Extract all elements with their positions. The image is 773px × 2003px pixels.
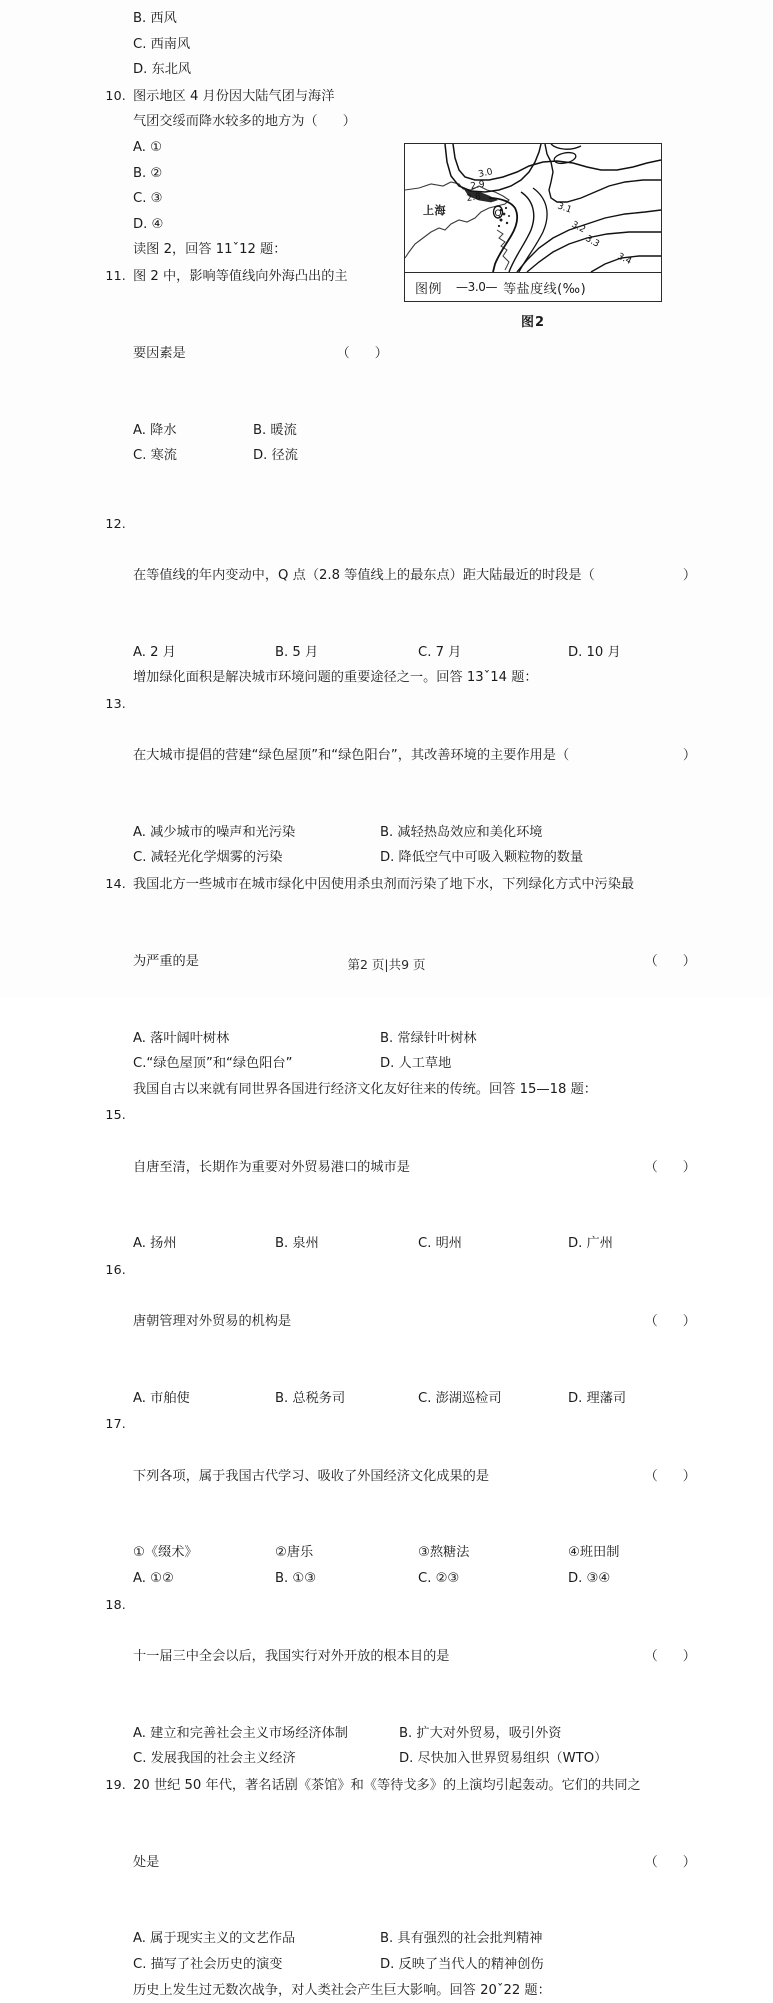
question-14-stem-line1: [96, 871, 696, 898]
question-18-options-row1: [96, 1721, 696, 1747]
contour-label-3.2: 3.2: [569, 219, 587, 236]
island-dot: [498, 225, 500, 227]
map-legend: [404, 272, 662, 302]
question-11-options-row1: [96, 418, 696, 444]
option-text: D. 东北风: [133, 62, 192, 78]
question-19-stem-line2: [96, 1798, 696, 1926]
lead-in-15-18: [96, 1077, 696, 1103]
stem-text: 图示地区 4 月份因大陆气团与海洋: [133, 88, 335, 104]
option-text: D. 降低空气中可吸入颗粒物的数量: [380, 850, 584, 866]
question-14-options-row2: [96, 1051, 696, 1077]
option-text: B. 西风: [133, 11, 177, 26]
option-text: C. 减轻光化学烟雾的污染: [133, 850, 283, 866]
option-text: D. 反映了当代人的精神创伤: [380, 1956, 544, 1972]
contour-3.1: [545, 144, 661, 202]
answer-parenthesis[interactable]: （ ）: [644, 1648, 696, 1664]
stem-text: 图 2 中，影响等值线向外海凸出的主: [133, 268, 348, 284]
lead-in-text: 我国自古以来就有同世界各国进行经济文化友好往来的传统。回答 15—18 题：: [133, 1081, 597, 1097]
legend-description: 等盐度线(‰): [503, 281, 587, 297]
stem-text: 下列各项，属于我国古代学习、吸收了外国经济文化成果的是: [133, 1468, 490, 1484]
question-17-items: [96, 1540, 696, 1566]
question-10-stem-line1: [96, 83, 696, 110]
option-text: C. 西南风: [133, 36, 191, 52]
answer-parenthesis[interactable]: （ ）: [644, 1854, 696, 1870]
option-text: B. 泉州: [275, 1236, 319, 1252]
item-text: ④班田制: [568, 1545, 620, 1561]
item-text: ③熬糖法: [418, 1545, 470, 1561]
option-text: C. ③: [133, 191, 163, 207]
option-text: C. 明州: [418, 1236, 462, 1252]
option-text: D. ④: [133, 216, 164, 232]
lead-in-20-22: [96, 1978, 696, 2003]
legend-line-sample: —3.0—: [456, 280, 498, 294]
question-12-number: 12.: [105, 515, 126, 531]
stem-text: 处是: [133, 1854, 160, 1870]
contour-top-partial: [551, 144, 581, 149]
question-13-number: 13.: [105, 695, 126, 711]
option-text: D. 广州: [568, 1236, 613, 1252]
question-17-options: [96, 1566, 696, 1592]
contour-label-3.1: 3.1: [555, 201, 573, 216]
lead-in-13-14: [96, 665, 696, 691]
question-10-stem-line2: [96, 109, 696, 135]
island-dot: [506, 222, 508, 224]
question-11-number: 11.: [105, 267, 126, 283]
question-17-number: 17.: [105, 1416, 126, 1432]
option-text: C. 发展我国的社会主义经济: [133, 1751, 296, 1767]
contour-label-2.9: 2.9: [469, 179, 486, 192]
question-12-options: [96, 640, 696, 666]
option-text: B. 5 月: [275, 644, 319, 660]
answer-parenthesis[interactable]: （ ）: [336, 345, 388, 361]
option-text: D. 人工草地: [380, 1056, 452, 1072]
stem-text: 气团交绥而降水较多的地方为（ ）: [133, 114, 356, 130]
figure-clearance-spacer: [96, 469, 696, 511]
page-footer: 第2 页|共9 页: [347, 957, 426, 972]
question-9-option-c: [96, 32, 696, 58]
answer-parenthesis[interactable]: （ ）: [644, 1468, 696, 1484]
contour-label-3.3: 3.3: [583, 233, 601, 250]
stem-text: 自唐至清，长期作为重要对外贸易港口的城市是: [133, 1159, 410, 1175]
stem-text: 为严重的是: [133, 953, 199, 969]
stem-text: 在等值线的年内变动中，Q 点（2.8 等值线上的最东点）距大陆最近的时段是（: [133, 567, 595, 583]
question-11-options-row2: [96, 443, 696, 469]
option-text: C. 澎湖巡检司: [418, 1390, 502, 1406]
legend-title: 图例: [415, 281, 443, 297]
option-text: B. ①③: [275, 1571, 317, 1587]
lead-in-text: 读图 2，回答 11ˇ12 题：: [133, 242, 287, 258]
option-text: A. 属于现实主义的文艺作品: [133, 1931, 296, 1947]
option-text: C. 7 月: [418, 644, 462, 660]
option-text: D. ③④: [568, 1571, 611, 1587]
stem-text: 20 世纪 50 年代，著名话剧《茶馆》和《等待戈多》的上演均引起轰动。它们的共同之: [133, 1777, 641, 1793]
answer-parenthesis[interactable]: ）: [682, 748, 696, 764]
figure-2: [404, 143, 662, 330]
option-text: A. 扬州: [133, 1236, 177, 1252]
question-15-number: 15.: [105, 1107, 126, 1123]
question-16-stem: [96, 1257, 696, 1386]
option-text: A. 减少城市的噪声和光污染: [133, 824, 296, 840]
question-19-number: 19.: [105, 1776, 126, 1792]
figure-2-caption: 图2: [520, 315, 546, 330]
isohaline-map: [404, 143, 662, 272]
option-text: C. 寒流: [133, 448, 177, 464]
question-16-options: [96, 1386, 696, 1412]
coastline-path: [405, 179, 509, 258]
question-15-stem: [96, 1102, 696, 1231]
question-14-number: 14.: [105, 876, 126, 891]
option-text: B. 暖流: [253, 422, 297, 438]
option-text: A. 降水: [133, 422, 177, 438]
question-16-number: 16.: [105, 1261, 126, 1277]
option-text: A. 2 月: [133, 644, 176, 660]
stem-text: 唐朝管理对外贸易的机构是: [133, 1314, 292, 1330]
option-text: A. 建立和完善社会主义市场经济体制: [133, 1725, 348, 1741]
question-18-number: 18.: [105, 1596, 126, 1612]
option-text: D. 尽快加入世界贸易组织（WTO）: [399, 1751, 608, 1767]
q-point-label: Q: [494, 209, 502, 219]
question-13-stem: [96, 691, 696, 820]
option-text: B. 常绿针叶树林: [380, 1030, 477, 1046]
option-text: B. 总税务司: [275, 1390, 346, 1406]
option-text: B. 具有强烈的社会批判精神: [380, 1931, 543, 1947]
answer-parenthesis[interactable]: （ ）: [644, 1159, 696, 1175]
option-text: B. ②: [133, 165, 163, 181]
question-19-stem-line1: [96, 1772, 696, 1799]
question-10-number: 10.: [105, 87, 126, 103]
option-text: C. ②③: [418, 1571, 460, 1587]
option-text: D. 10 月: [568, 644, 621, 660]
question-9-option-d: [96, 57, 696, 83]
question-9-option-b: [96, 6, 696, 32]
option-text: A. 市舶使: [133, 1390, 190, 1406]
option-text: C. 描写了社会历史的演变: [133, 1956, 283, 1972]
question-13-options-row2: [96, 845, 696, 871]
answer-parenthesis[interactable]: （ ）: [644, 1314, 696, 1330]
answer-parenthesis[interactable]: （ ）: [644, 953, 696, 969]
stem-text: 要因素是: [133, 345, 186, 361]
option-text: D. 理藩司: [568, 1390, 627, 1406]
question-18-stem: [96, 1592, 696, 1721]
option-text: B. 减轻热岛效应和美化环境: [380, 824, 543, 840]
contour-2.8: [489, 198, 517, 272]
option-text: B. 扩大对外贸易，吸引外资: [399, 1725, 562, 1741]
option-text: A. ①②: [133, 1571, 174, 1587]
contour-label-3.0: 3.0: [477, 167, 494, 180]
item-text: ①《缀术》: [133, 1545, 198, 1561]
question-14-options-row1: [96, 1026, 696, 1052]
question-19-options-row1: [96, 1926, 696, 1952]
answer-parenthesis[interactable]: ）: [682, 567, 696, 583]
question-19-options-row2: [96, 1952, 696, 1978]
lead-in-text: 历史上发生过无数次战争，对人类社会产生巨大影响。回答 20ˇ22 题：: [133, 1982, 551, 1998]
question-18-options-row2: [96, 1746, 696, 1772]
option-text: A. ①: [133, 139, 162, 155]
lead-in-text: 增加绿化面积是解决城市环境问题的重要途径之一。回答 13ˇ14 题：: [133, 670, 538, 686]
item-text: ②唐乐: [275, 1545, 314, 1561]
option-text: D. 径流: [253, 448, 298, 464]
island-dot: [505, 207, 507, 209]
question-13-options-row1: [96, 820, 696, 846]
stem-text: 十一届三中全会以后，我国实行对外开放的根本目的是: [133, 1648, 450, 1664]
stem-text: 在大城市提倡的营建“绿色屋顶”和“绿色阳台”，其改善环境的主要作用是（: [133, 748, 570, 764]
contour-label-2.8: 2.8: [466, 192, 482, 204]
contour-label-3.4: 3.4: [615, 251, 633, 267]
stem-text: 我国北方一些城市在城市绿化中因使用杀虫剂而污染了地下水，下列绿化方式中污染最: [133, 877, 635, 892]
city-label-shanghai: 上海: [423, 204, 446, 217]
question-15-options: [96, 1231, 696, 1257]
question-17-stem: [96, 1411, 696, 1540]
option-text: A. 落叶阔叶树林: [133, 1030, 230, 1046]
option-text: C.“绿色屋顶”和“绿色阳台”: [133, 1056, 293, 1072]
question-12-stem: [96, 511, 696, 640]
island-dot: [508, 215, 510, 217]
